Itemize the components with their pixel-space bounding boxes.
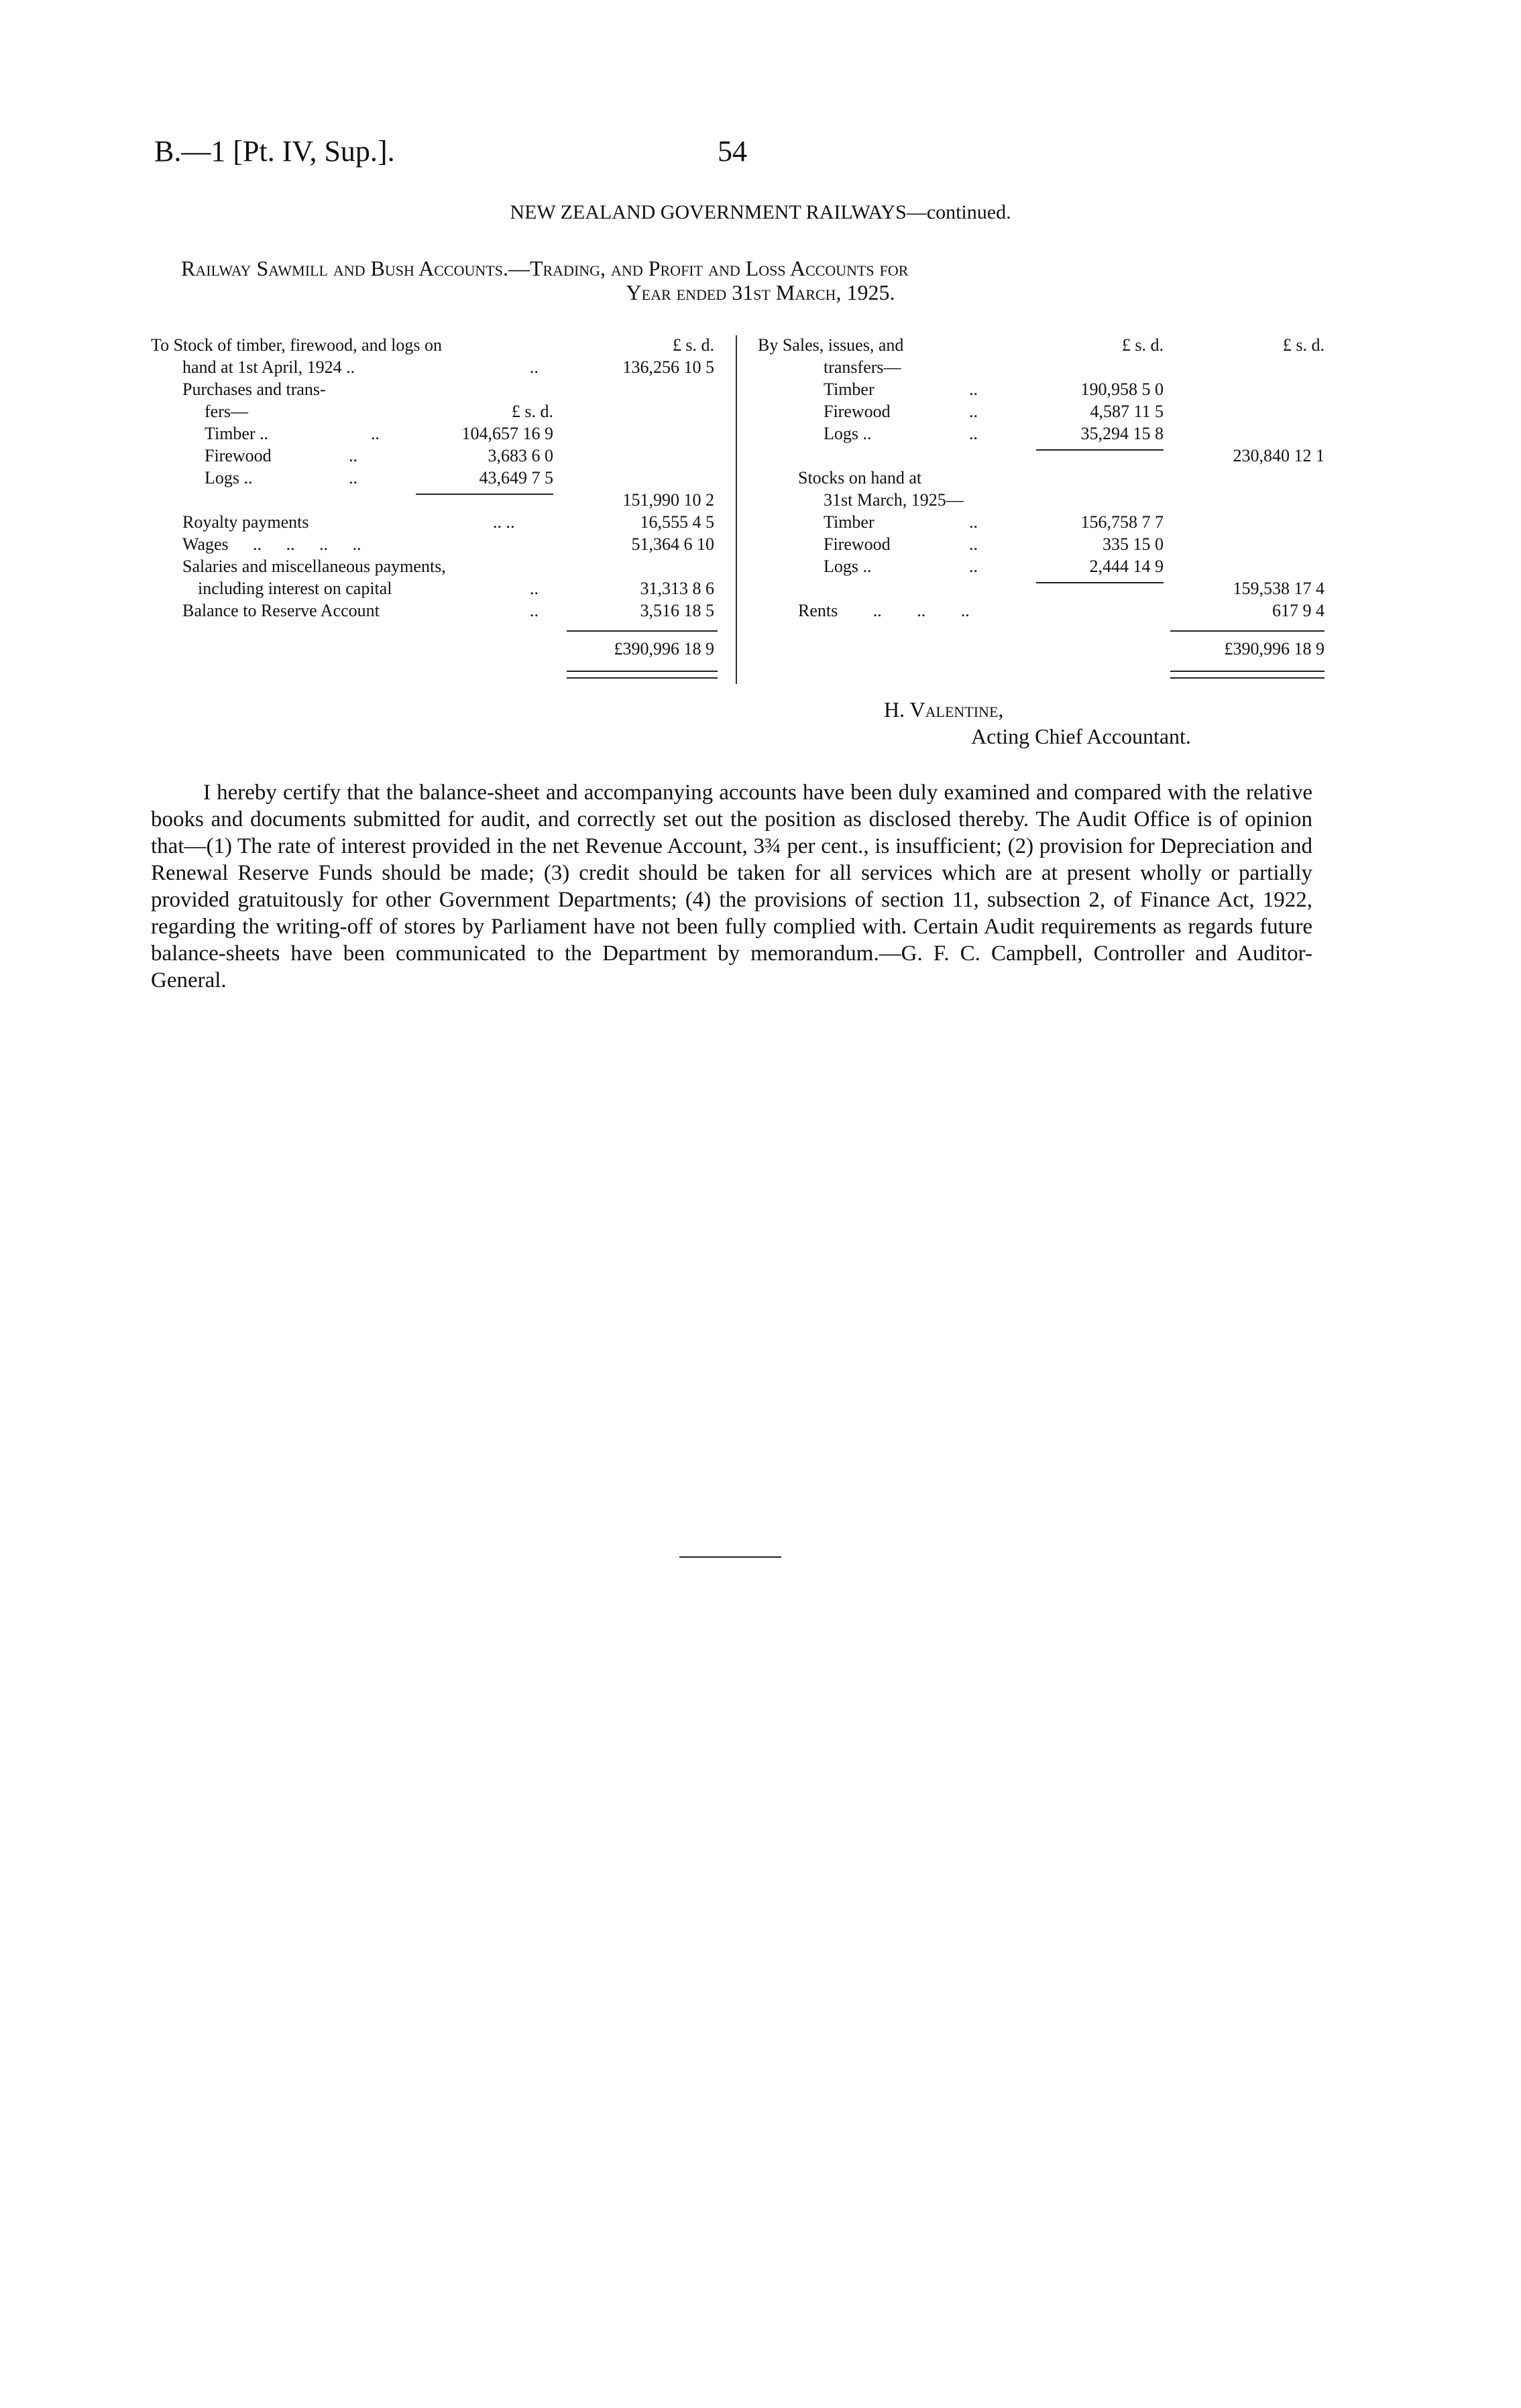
audit-certificate-text: I hereby certify that the balance-sheet and accompanying accounts have been duly examined and compared with the relative books and documents submitted for audit, and correctly set out the position as disclosed thereby. The Audit Office is of opinion that—(1) The rate of interest provided in the net Revenue Account, 3¾ per cent., is insufficient; (2) provision for Depreciation and Renewal Reserve Funds should be made; (3) credit should be taken for all services which are at present wholly or partially provided gratuitously for other Government Departments; (4) the provisions of section 11, subsection 2, of Finance Act, 1922, regarding the writing-off of stores by Parliament have not been fully complied with. Certain Audit requirements as regards future balance-sheets have been communicated to the Department by memorandum.—G. F. C. Campbell, Controller and Auditor-General. (151, 781, 1312, 992)
debit-salaries-dots: .. (530, 579, 539, 598)
debit-salaries-value: 31,313 8 6 (640, 579, 714, 598)
debit-stock-dots: .. (530, 357, 539, 377)
debit-total-double-rule (567, 671, 718, 679)
debit-total: £390,996 18 9 (614, 639, 714, 658)
debit-timber-label: Timber .. (205, 424, 269, 443)
credit-column-head-2: £ s. d. (1282, 335, 1325, 355)
credit-stock-firewood-value: 335 15 0 (1103, 534, 1164, 554)
credit-total-double-rule (1170, 671, 1325, 679)
credit-rents-label: Rents .. .. .. (798, 601, 970, 620)
credit-stocks-label-1: Stocks on hand at (798, 468, 922, 488)
credit-total: £390,996 18 9 (1224, 639, 1325, 658)
debit-purchases-subtotal-rule (416, 494, 553, 495)
debit-column-head: £ s. d. (672, 335, 714, 355)
end-rule (679, 1556, 781, 1558)
credit-logs-label: Logs .. (824, 424, 872, 443)
debit-salaries-label-2: including interest on capital (198, 579, 392, 598)
debit-purchases-total: 151,990 10 2 (622, 490, 714, 510)
debit-total-rule (567, 630, 718, 632)
credit-firewood-value: 4,587 11 5 (1090, 402, 1164, 421)
credit-stocks-total: 159,538 17 4 (1233, 579, 1325, 598)
debit-opening-stock-value: 136,256 10 5 (622, 357, 714, 377)
debit-royalty-label: Royalty payments (182, 512, 309, 532)
credit-timber-value: 190,958 5 0 (1080, 380, 1164, 399)
debit-logs-dots: .. (349, 468, 357, 488)
credit-stock-logs-label: Logs .. (824, 557, 872, 576)
debit-salaries-label-1: Salaries and miscellaneous payments, (182, 557, 446, 576)
debit-firewood-dots: .. (349, 446, 357, 465)
account-title-line-2: Year ended 31st March, 1925. (626, 280, 895, 304)
document-reference: B.—1 [Pt. IV, Sup.]. (154, 135, 395, 168)
credit-timber-label: Timber (824, 380, 875, 399)
debit-wages-value: 51,364 6 10 (631, 534, 714, 554)
credit-stock-timber-label: Timber (824, 512, 875, 532)
column-divider (736, 335, 737, 684)
audit-certificate (151, 779, 1312, 994)
credit-stock-timber-value: 156,758 7 7 (1080, 512, 1164, 532)
debit-royalty-value: 16,555 4 5 (640, 512, 714, 532)
signature-title: Acting Chief Accountant. (971, 724, 1191, 748)
credit-total-rule (1170, 630, 1325, 632)
credit-stock-logs-dots: .. (969, 557, 978, 576)
debit-wages-label: Wages .. .. .. .. (182, 534, 361, 554)
credit-stock-logs-value: 2,444 14 9 (1089, 557, 1164, 576)
credit-rents-value: 617 9 4 (1272, 601, 1325, 620)
credit-timber-dots: .. (969, 380, 978, 399)
credit-transfers-label: transfers— (824, 357, 901, 377)
debit-stock-label-1: To Stock of timber, firewood, and logs on (151, 335, 443, 355)
credit-logs-dots: .. (969, 424, 978, 443)
credit-logs-value: 35,294 15 8 (1080, 424, 1164, 443)
signature-name: H. Valentine, (884, 697, 1004, 722)
debit-purchases-label-1: Purchases and trans- (182, 380, 326, 399)
debit-firewood-label: Firewood (205, 446, 272, 465)
credit-stock-timber-dots: .. (969, 512, 978, 532)
credit-stock-firewood-label: Firewood (824, 534, 891, 554)
page-number: 54 (718, 135, 747, 168)
credit-sales-total: 230,840 12 1 (1233, 446, 1325, 465)
account-title-line-1: Railway Sawmill and Bush Accounts.—Trading, and Profit and Loss Accounts for (181, 256, 909, 280)
debit-royalty-dots: .. .. (493, 512, 515, 532)
department-heading: NEW ZEALAND GOVERNMENT RAILWAYS—continued. (510, 201, 1011, 223)
debit-balance-label: Balance to Reserve Account (182, 601, 380, 620)
debit-balance-value: 3,516 18 5 (640, 601, 714, 620)
debit-logs-value: 43,649 7 5 (479, 468, 553, 488)
credit-sales-subtotal-rule (1036, 449, 1164, 451)
debit-stock-label-2: hand at 1st April, 1924 .. (182, 357, 355, 377)
credit-stocks-subtotal-rule (1036, 582, 1164, 583)
credit-firewood-dots: .. (969, 402, 978, 421)
credit-firewood-label: Firewood (824, 402, 891, 421)
debit-logs-label: Logs .. (205, 468, 253, 488)
debit-balance-dots: .. (530, 601, 539, 620)
credit-column-head-1: £ s. d. (1121, 335, 1164, 355)
debit-purchases-label-2: fers— (205, 402, 248, 421)
debit-timber-dots: .. (371, 424, 380, 443)
credit-sales-label: By Sales, issues, and (758, 335, 904, 355)
credit-stocks-label-2: 31st March, 1925— (824, 490, 964, 510)
debit-timber-value: 104,657 16 9 (461, 424, 553, 443)
debit-firewood-value: 3,683 6 0 (488, 446, 553, 465)
debit-purchases-column-head: £ s. d. (511, 402, 553, 421)
credit-stock-firewood-dots: .. (969, 534, 978, 554)
